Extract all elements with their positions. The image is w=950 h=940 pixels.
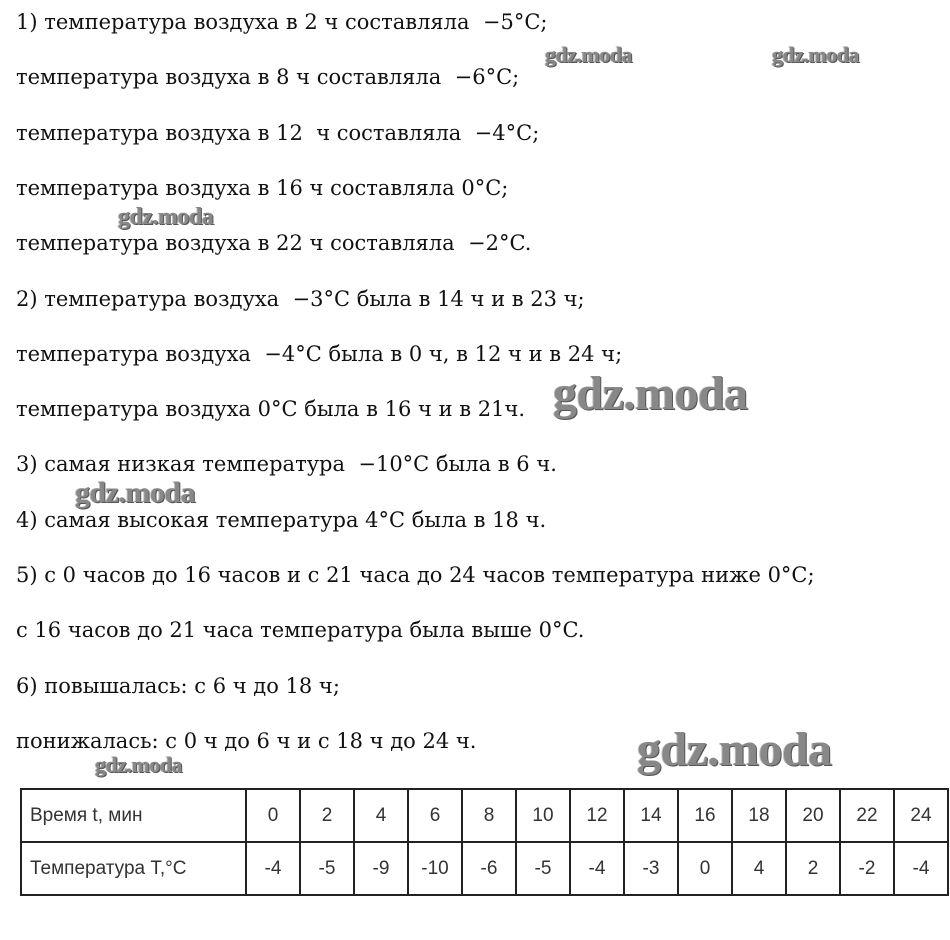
- time-cell: 12: [570, 789, 624, 842]
- text-line: температура воздуха в 16 ч составляла 0°C;: [16, 175, 509, 200]
- time-cell: 18: [732, 789, 786, 842]
- time-cell: 24: [894, 789, 948, 842]
- watermark: gdz.moda: [95, 752, 183, 777]
- temperature-row: [21, 842, 948, 895]
- time-cell: 8: [462, 789, 516, 842]
- temperature-cell: -9: [354, 842, 408, 895]
- time-cell: 0: [246, 789, 300, 842]
- watermark: gdz.moda: [637, 723, 832, 776]
- text-line: 3) самая низкая температура −10°C была в 6 ч.: [16, 452, 557, 477]
- temperature-cell: -3: [624, 842, 678, 895]
- temperature-cell: -4: [894, 842, 948, 895]
- temperature-cell: 4: [732, 842, 786, 895]
- time-cell: 10: [516, 789, 570, 842]
- time-row-header: Время t, мин: [21, 789, 246, 842]
- text-line: температура воздуха в 8 ч составляла −6°C;: [16, 65, 520, 90]
- time-cell: 20: [786, 789, 840, 842]
- temperature-cell: -6: [462, 842, 516, 895]
- temperature-cell: 2: [786, 842, 840, 895]
- watermark: gdz.moda: [545, 42, 633, 67]
- text-line: с 16 часов до 21 часа температура была выше 0°C.: [16, 618, 585, 643]
- temperature-cell: -2: [840, 842, 894, 895]
- temperature-cell: -4: [570, 842, 624, 895]
- temperature-cell: -10: [408, 842, 462, 895]
- text-line: 2) температура воздуха −3°C была в 14 ч и в 23 ч;: [16, 286, 585, 311]
- temperature-cell: -5: [516, 842, 570, 895]
- watermark: gdz.moda: [772, 42, 860, 67]
- text-line: температура воздуха в 22 ч составляла −2°C.: [16, 231, 532, 256]
- time-cell: 4: [354, 789, 408, 842]
- temperature-cell: -4: [246, 842, 300, 895]
- text-line: температура воздуха −4°C была в 0 ч, в 12 ч и в 24 ч;: [16, 341, 623, 366]
- text-line: понижалась: с 0 ч до 6 ч и с 18 ч до 24 ч.: [16, 728, 477, 753]
- text-line: 5) с 0 часов до 16 часов и с 21 часа до 24 часов температура ниже 0°C;: [16, 563, 815, 587]
- time-cell: 16: [678, 789, 732, 842]
- text-line: температура воздуха в 12 ч составляла −4°C;: [16, 120, 540, 145]
- text-line: 1) температура воздуха в 2 ч составляла −5°C;: [16, 10, 548, 34]
- temperature-cell: -5: [300, 842, 354, 895]
- watermark: gdz.moda: [118, 204, 214, 230]
- temperature-cell: 0: [678, 842, 732, 895]
- temperature-row-header: Температура T,°C: [21, 842, 246, 895]
- time-row: [21, 789, 948, 842]
- time-cell: 22: [840, 789, 894, 842]
- time-cell: 14: [624, 789, 678, 842]
- watermark: gdz.moda: [553, 367, 748, 420]
- text-line: 4) самая высокая температура 4°C была в 18 ч.: [16, 507, 547, 532]
- text-line: 6) повышалась: с 6 ч до 18 ч;: [16, 673, 340, 698]
- temperature-table: [20, 788, 949, 896]
- time-cell: 2: [300, 789, 354, 842]
- time-cell: 6: [408, 789, 462, 842]
- text-line: температура воздуха 0°C была в 16 ч и в 21ч.: [16, 397, 526, 422]
- watermark: gdz.moda: [75, 476, 196, 509]
